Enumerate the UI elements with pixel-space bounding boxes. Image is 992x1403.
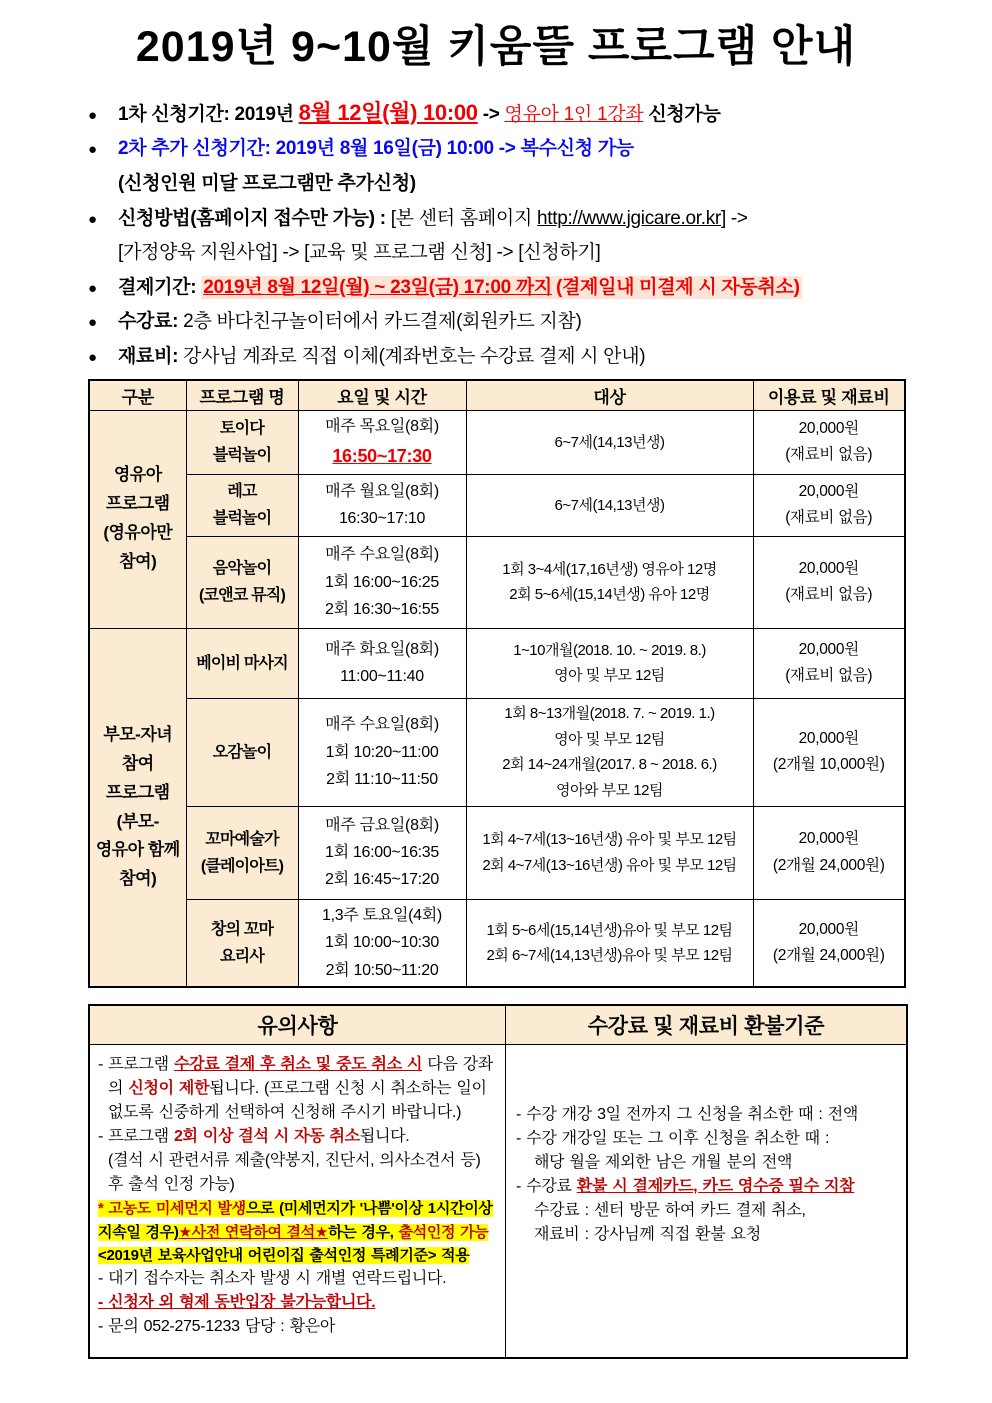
cell-fee [753, 806, 905, 899]
text-segment: 2회 5~6세(15,14년생) 유아 12명 [509, 586, 710, 604]
cell-line [758, 826, 901, 852]
text-segment: 오감놀이 [212, 743, 272, 761]
text-segment: 20,000원 [798, 559, 859, 577]
text-segment: 20,000원 [798, 419, 859, 437]
text-segment: 6~7세(14,13년생) [554, 496, 665, 514]
notices-box [88, 1004, 908, 1359]
text-segment: 신청이 제한 [128, 1080, 210, 1098]
text-segment: * 고농도 미세먼지 발생 [98, 1200, 246, 1218]
text-segment: - 수강 개강 3일 전까지 그 신청을 취소한 때 : 전액 [516, 1106, 859, 1124]
text-segment: ] -> [720, 207, 748, 229]
cell-line [758, 726, 901, 752]
intro-text [118, 206, 904, 232]
text-segment: 2층 바다친구놀이터에서 카드결제(회원카드 지참) [183, 311, 582, 333]
notice-line [98, 1244, 497, 1267]
cell-schedule [298, 899, 466, 987]
intro-text [118, 98, 904, 128]
cell-name [186, 410, 298, 474]
cell-target [466, 474, 753, 536]
text-segment: 16:30~17:10 [338, 510, 426, 528]
bullet-icon: ● [88, 106, 98, 124]
cell-fee [753, 410, 905, 474]
text-segment: 해당 월을 제외한 남은 개월 분의 전액 [534, 1154, 793, 1172]
text-segment: - 문의 052-275-1233 담당 : 황은아 [98, 1318, 336, 1336]
cell-line [191, 826, 294, 853]
text-segment: 1~10개월(2018. 10. ~ 2019. 8.) [513, 641, 706, 659]
text-segment: (재료비 없음) [785, 509, 873, 527]
cell-line [758, 556, 901, 582]
cell-line [303, 663, 462, 690]
cell-line [471, 663, 749, 689]
text-segment: (2개월 10,000원) [772, 756, 885, 774]
cell-line [303, 957, 462, 984]
text-segment: 2회 16:45~17:20 [324, 871, 440, 889]
text-segment: 20,000원 [798, 482, 859, 500]
text-segment: (결석 시 관련서류 제출(약봉지, 진단서, 의사소견서 등) 후 출석 인정 가능) [108, 1152, 481, 1194]
cell-name [186, 806, 298, 899]
page-title: 2019년 9~10월 키움뜰 프로그램 안내 [135, 23, 857, 71]
cell-line [303, 569, 462, 596]
text-segment: (2개월 24,000원) [772, 856, 885, 874]
cell-line [303, 766, 462, 793]
cell-fee [753, 536, 905, 628]
table-head [89, 380, 905, 411]
cell-fee [753, 698, 905, 806]
cell-line [471, 701, 749, 727]
cell-line [303, 596, 462, 623]
text-segment: ★사전 연락하여 결석★ [178, 1223, 329, 1241]
cell-fee [753, 628, 905, 698]
text-segment: 매주 화요일(8회) [325, 641, 439, 659]
text-segment: 2회 10:50~11:20 [325, 961, 439, 979]
cell-line [758, 505, 901, 531]
cell-line [758, 752, 901, 778]
cell-line [303, 413, 462, 440]
cell-line [303, 711, 462, 738]
cell-line [471, 430, 749, 456]
text-segment: 2차 추가 신청기간: 2019년 8월 16일(금) 10:00 -> 복수신청 가능 [118, 138, 634, 160]
bullet-icon: ● [88, 349, 98, 367]
cell-schedule [298, 410, 466, 474]
table-row [89, 698, 905, 806]
cell-line [758, 853, 901, 879]
text-segment: 8월 12일(월) 10:00 [298, 99, 478, 125]
cell-line [191, 478, 294, 505]
text-segment: (재료비 없음) [785, 586, 873, 604]
intro-line [88, 136, 904, 162]
text-segment: - 신청자 외 형제 동반입장 불가능합니다. [98, 1294, 376, 1312]
cell-line [191, 916, 294, 943]
text-segment: 베이비 마사지 [196, 654, 288, 672]
cell-fee [753, 899, 905, 987]
intro-line [88, 206, 904, 232]
cell-line [471, 727, 749, 753]
cell-line [471, 827, 749, 853]
text-segment: 됩니다. (프로그램 신청 시 취소하는 일이 없도록 신중하게 선택하여 신청해 주시기 바랍니다.) [108, 1080, 487, 1122]
text-segment: 매주 수요일(8회) [325, 546, 439, 564]
bullet-icon: ● [88, 141, 98, 159]
group-label-cell: 부모-자녀 참여 프로그램 (부모- 영유아 함께 참여) [89, 628, 186, 987]
cell-line [303, 929, 462, 956]
text-segment: 영아와 부모 12팀 [556, 781, 663, 799]
cell-target [466, 536, 753, 628]
text-segment: 됩니다. [359, 1128, 410, 1146]
intro-line [88, 240, 904, 266]
intro-list [88, 98, 904, 370]
cell-name [186, 698, 298, 806]
notice-line [98, 1315, 497, 1339]
cell-line [191, 739, 294, 766]
text-segment: 출석인정 가능 [398, 1223, 489, 1241]
cell-line [471, 918, 749, 944]
text-segment: 2회 6~7세(14,13년생)유아 및 부모 12팀 [486, 947, 733, 965]
cell-line [303, 902, 462, 929]
cell-line [471, 943, 749, 969]
notice-line [516, 1199, 896, 1223]
text-segment: 수강료 결제 후 취소 및 중도 취소 시 [173, 1056, 423, 1074]
notice-line [516, 1127, 896, 1151]
cell-line [471, 557, 749, 583]
text-segment: (재료비 없음) [785, 667, 873, 685]
table-row [89, 899, 905, 987]
text-segment: 영아 및 부모 12팀 [554, 730, 665, 748]
text-segment: <2019년 보육사업안내 어린이집 출석인정 특례기준> 적용 [98, 1246, 470, 1264]
text-segment: 1회 4~7세(13~16년생) 유아 및 부모 12팀 [482, 831, 737, 849]
intro-text [118, 136, 904, 162]
program-table [88, 379, 906, 989]
cell-target [466, 628, 753, 698]
text-segment: (결제일내 미결제 시 자동취소) [555, 276, 800, 298]
text-segment: 2019년 8월 12일(월) ~ 23일(금) 17:00 까지 [203, 276, 552, 298]
text-segment: 1회 3~4세(17,16년생) 영유아 12명 [502, 560, 717, 578]
text-segment: 음악놀이 [212, 560, 272, 578]
cell-schedule [298, 474, 466, 536]
table-row [89, 628, 905, 698]
table-row [89, 474, 905, 536]
text-segment: 수강료 : 센터 방문 하여 카드 결제 취소, [534, 1202, 806, 1220]
intro-line [88, 309, 904, 335]
cell-line [471, 493, 749, 519]
text-segment: 매주 금요일(8회) [325, 816, 439, 834]
text-segment: 1차 신청기간: 2019년 [118, 103, 299, 125]
text-segment: 결제기간: [118, 276, 202, 298]
text-segment: 영유아 1인 1강좌 [504, 103, 644, 125]
notice-line [98, 1291, 497, 1315]
cell-line [471, 853, 749, 879]
text-segment: 11:00~11:40 [340, 668, 424, 686]
text-segment: 20,000원 [798, 830, 859, 848]
text-segment: 매주 월요일(8회) [325, 483, 439, 501]
header-fee: 이용료 및 재료비 [753, 380, 905, 411]
intro-line [88, 171, 904, 197]
text-segment: 강사님 계좌로 직접 이체(계좌번호는 수강료 결제 시 안내) [183, 346, 646, 368]
text-segment: [본 센터 홈페이지 [390, 207, 537, 229]
cell-line [758, 582, 901, 608]
text-segment: 영아 및 부모 12팀 [554, 667, 665, 685]
text-segment: 2회 16:30~16:55 [324, 600, 440, 618]
table-body [89, 410, 905, 987]
text-segment: 다음 강좌의 [108, 1056, 494, 1098]
text-segment: 1회 10:20~11:00 [325, 743, 439, 761]
cell-line [303, 505, 462, 532]
cell-line [303, 812, 462, 839]
intro-text [118, 344, 904, 370]
header-category: 구분 [89, 380, 186, 411]
cell-schedule [298, 536, 466, 628]
bullet-icon: ● [88, 279, 98, 297]
group-label-cell: 영유아 프로그램 (영유아만 참여) [89, 410, 186, 628]
text-segment: - 프로그램 [98, 1128, 174, 1146]
cell-line [191, 650, 294, 677]
intro-line [88, 98, 904, 128]
cell-name [186, 628, 298, 698]
cell-target [466, 806, 753, 899]
cell-line [191, 943, 294, 970]
notice-line [98, 1267, 497, 1291]
cell-line [303, 739, 462, 766]
text-segment: 으로 (미세먼지가 '나쁨'이상 1시간이상 지속일 경우) [98, 1200, 493, 1241]
notice-line [98, 1125, 497, 1149]
notice-line [516, 1175, 896, 1199]
cell-line [471, 638, 749, 664]
notices-body [90, 1045, 906, 1357]
cell-line [303, 478, 462, 505]
text-segment: 20,000원 [798, 640, 859, 658]
cell-line [303, 839, 462, 866]
notice-line [98, 1149, 497, 1197]
text-segment: 1회 10:00~10:30 [324, 934, 440, 952]
table-row [89, 806, 905, 899]
text-segment: 16:50~17:30 [332, 445, 432, 466]
cell-schedule [298, 628, 466, 698]
text-segment: 20,000원 [798, 920, 859, 938]
intro-text [118, 240, 904, 266]
text-segment: 레고 [227, 483, 257, 501]
text-segment: 매주 목요일(8회) [325, 418, 439, 436]
cell-line [758, 479, 901, 505]
cell-name [186, 899, 298, 987]
notices-header [90, 1006, 906, 1045]
cell-line [758, 943, 901, 969]
notice-line [98, 1197, 497, 1244]
text-segment: 토이다 [220, 420, 264, 438]
notices-left-body [90, 1045, 506, 1357]
text-segment: (클레이아트) [200, 857, 284, 875]
cell-fee [753, 474, 905, 536]
text-segment: 2회 이상 결석 시 자동 취소 [173, 1128, 360, 1146]
text-segment: 신청가능 [643, 103, 721, 125]
intro-line [88, 275, 904, 301]
cell-line [471, 778, 749, 804]
cell-line [191, 442, 294, 469]
cell-line [303, 636, 462, 663]
text-segment: 수강료: [118, 311, 184, 333]
text-segment: 창의 꼬마 [210, 920, 274, 938]
text-segment: - 프로그램 [98, 1056, 174, 1074]
text-segment: 블럭놀이 [212, 510, 272, 528]
cell-name [186, 474, 298, 536]
text-segment: 꼬마예술가 [205, 830, 279, 848]
notice-line [516, 1223, 896, 1247]
cell-line [758, 917, 901, 943]
text-segment: 6~7세(14,13년생) [554, 433, 665, 451]
table-header-row [89, 380, 905, 411]
text-segment: [가정양육 지원사업] -> [교육 및 프로그램 신청] -> [신청하기] [118, 242, 601, 264]
cell-line [758, 663, 901, 689]
text-segment: 1회 16:00~16:35 [324, 844, 440, 862]
cell-line [471, 582, 749, 608]
text-segment: (코앤코 뮤직) [199, 587, 285, 605]
text-segment: 20,000원 [798, 729, 859, 747]
intro-text [118, 309, 904, 335]
cell-line [303, 441, 462, 472]
cell-line [191, 505, 294, 532]
cell-line [303, 541, 462, 568]
cell-target [466, 410, 753, 474]
text-segment: 1회 5~6세(15,14년생)유아 및 부모 12팀 [486, 921, 733, 939]
text-segment: 1,3주 토요일(4회) [322, 907, 442, 925]
text-segment: 1회 16:00~16:25 [324, 573, 440, 591]
text-segment: 블럭놀이 [212, 447, 272, 465]
header-program-name: 프로그램 명 [186, 380, 298, 411]
cell-line [471, 752, 749, 778]
notice-line [516, 1103, 896, 1127]
bullet-icon: ● [88, 314, 98, 332]
text-segment: 환불 시 결제카드, 카드 영수증 필수 지참 [576, 1178, 855, 1196]
text-segment: - 수강료 [516, 1178, 577, 1196]
text-segment: 하는 경우, [328, 1223, 399, 1241]
table-row [89, 410, 905, 474]
text-segment: (2개월 24,000원) [772, 947, 885, 965]
cell-line [758, 416, 901, 442]
text-segment: 2회 14~24개월(2017. 8 ~ 2018. 6.) [502, 756, 717, 774]
cell-line [758, 637, 901, 663]
text-segment: (재료비 없음) [785, 446, 873, 464]
cell-schedule [298, 806, 466, 899]
cell-line [191, 415, 294, 442]
intro-line [88, 344, 904, 370]
text-segment: -> [477, 103, 505, 125]
cell-line [303, 866, 462, 893]
notices-left-title: 유의사항 [90, 1006, 506, 1044]
notice-line [98, 1053, 497, 1125]
cell-line [191, 582, 294, 609]
bullet-icon: ● [88, 210, 98, 228]
cell-target [466, 698, 753, 806]
text-segment: - 수강 개강일 또는 그 이후 신청을 취소한 때 : [516, 1130, 830, 1148]
text-segment: 재료비: [118, 346, 184, 368]
intro-text [118, 171, 904, 197]
text-segment: 2회 11:10~11:50 [326, 770, 438, 788]
table-row [89, 536, 905, 628]
text-segment: 신청방법(홈페이지 접수만 가능) : [118, 207, 391, 229]
text-segment: 매주 수요일(8회) [325, 716, 439, 734]
notice-line [516, 1151, 896, 1175]
header-day-time: 요일 및 시간 [298, 380, 466, 411]
cell-target [466, 899, 753, 987]
text-segment: - 대기 접수자는 취소자 발생 시 개별 연락드립니다. [98, 1270, 447, 1288]
notices-right-body [506, 1045, 906, 1357]
intro-text [118, 275, 904, 301]
text-segment: 재료비 : 강사님께 직접 환불 요청 [534, 1226, 761, 1244]
text-segment: http://www.jgicare.or.kr [537, 207, 721, 229]
notices-right-title: 수강료 및 재료비 환불기준 [506, 1006, 906, 1044]
header-target: 대상 [466, 380, 753, 411]
cell-schedule [298, 698, 466, 806]
cell-name [186, 536, 298, 628]
text-segment: 1회 8~13개월(2018. 7. ~ 2019. 1.) [504, 705, 715, 723]
text-segment: (신청인원 미달 프로그램만 추가신청) [118, 172, 416, 194]
cell-line [191, 853, 294, 880]
cell-line [191, 555, 294, 582]
cell-line [758, 442, 901, 468]
text-segment: 요리사 [220, 948, 264, 966]
text-segment: 2회 4~7세(13~16년생) 유아 및 부모 12팀 [482, 856, 737, 874]
